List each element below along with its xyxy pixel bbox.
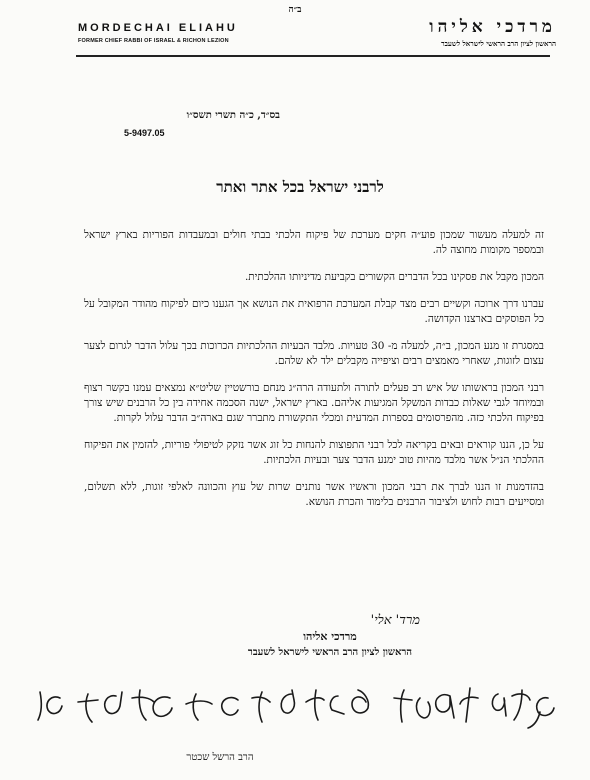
- letterhead-english-name: MORDECHAI ELIAHU: [78, 22, 238, 34]
- handwritten-endorsement: [0, 653, 590, 738]
- signer-name: הרב הרשל שכטר: [186, 752, 254, 763]
- bh-header: ב״ה: [288, 5, 302, 15]
- paragraph-1: זה למעלה מעשור שמכון פוע״ה חקים מערכת של פיקוח הלכתי בבתי חולים ובמעבדות הפוריות בארץ ישראל ובמספר מקומות מחוצה לה.: [84, 229, 544, 256]
- paragraph-6: על כן, הננו קוראים ובאים בקריאה לכל רבני התפוצות להנחות כל זוג אשר נזקק לטיפולי פוריות, להזמין את הפיקוח ההלכתי הנ״ל אשר מלבד מהיות טוב ימנע הדבר צער ובעיות הלכתיות.: [84, 439, 544, 466]
- reference-number: 5-9497.05: [124, 128, 165, 138]
- signature-title: הראשון לציון הרב הראשי לישראל לשעבר: [247, 647, 413, 658]
- paragraph-3: עברנו דרך ארוכה וקשיים רבים מצד קבלת המערכת הרפואית את הנושא אך הגענו כיום לפיקוח מהודר המקובל על כל הפוסקים בארצנו הקדושה.: [84, 298, 544, 325]
- paragraph-7: בהזדמנות זו הננו לברך את רבני המכון וראשיו אשר נותנים שרות של עוץ והכוונה לאלפי זוגות, ללא תשלום, ומסייעים רבות לחוש ולציבור הרבנים בלימוד והכרת הנושא.: [84, 481, 544, 508]
- letterhead-hebrew-name: מרדכי אליהו: [429, 17, 556, 37]
- letterhead-hebrew-subtitle: הראשון לציון הרב הראשי לישראל לשעבר: [441, 39, 556, 48]
- letterhead-divider: [76, 55, 550, 57]
- signature-block: [200, 612, 460, 658]
- signature-initials: מרד' אלי': [370, 613, 420, 628]
- letter-body: [84, 228, 544, 522]
- letter-heading: לרבני ישראל בכל אתר ואתר: [216, 178, 384, 196]
- letterhead-hebrew: [336, 17, 556, 48]
- paragraph-5: רבני המכון בראשותו של איש רב פעלים לתורה ולתעודה הרה״ג מנחם בורשטיין שליט״א נמצאים עמנו בקשר רצוף ובמיוחד לגבי שאלות כבדות המשקל המגיעות אליהם. בארץ ישראל, ישנה הסכמה אחידה בין כל הרבנים שיש צורך בפיקוח הלכתי כזה. מהפרסומים בספרות המדעית ומכלי התקשורת מתברר שגם בארה״ב הדבר עלול לקרות.: [84, 382, 544, 424]
- letterhead-english-subtitle: FORMER CHIEF RABBI OF ISRAEL & RICHON LEZION: [78, 38, 229, 44]
- paragraph-2: המכון מקבל את פסקינו בכל הדברים הקשורים בקביעת מדיניותו ההלכתית.: [244, 271, 544, 283]
- letterhead-english: [78, 22, 288, 44]
- paragraph-4: במסגרת זו מנע המכון, ב״ה, למעלה מ- 30 טעויות. מלבד הבעיות ההלכתיות הכרוכות בכך עלול הדבר לגרום לצער עצום לזוגות, שאחרי מאמצים רבים וציפייה מקבלים ילד לא שלהם.: [84, 340, 544, 367]
- letter-date: בס״ד, כ״ה תשרי תשס״ו: [186, 110, 280, 121]
- handwritten-text: גם אני מצטרף יהי ה' בעזרו כדי שפטר: [0, 653, 235, 672]
- signature-name: מרדכי אליהו: [303, 630, 357, 643]
